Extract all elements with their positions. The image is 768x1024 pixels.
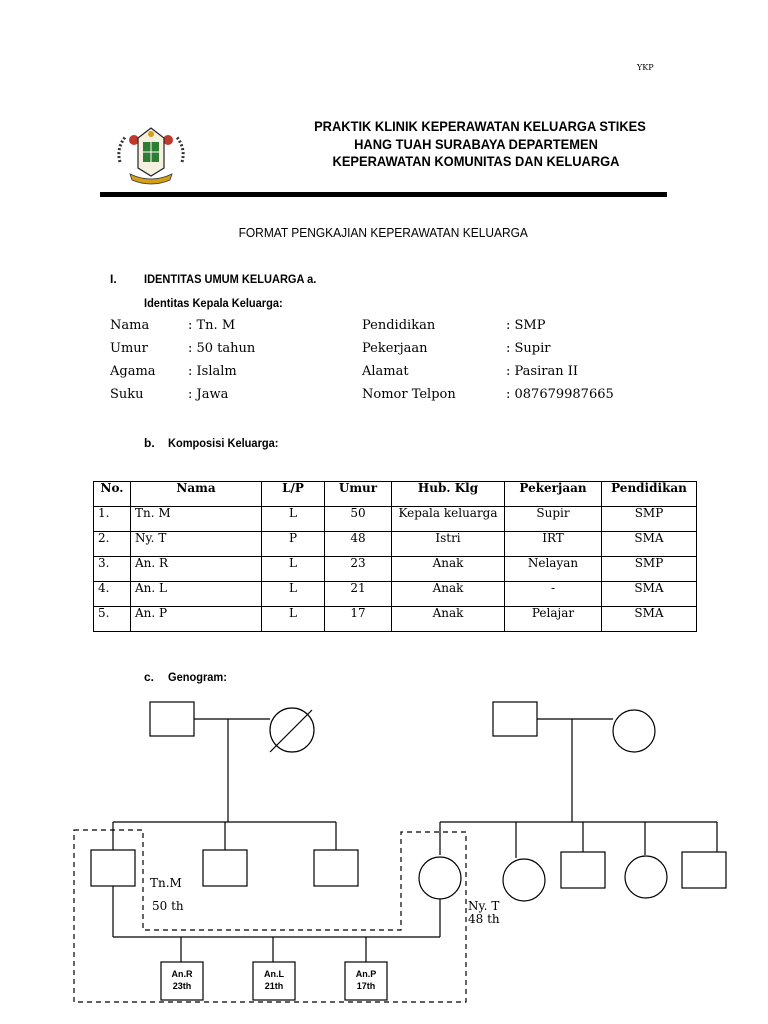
table-cell: Supir xyxy=(505,507,602,532)
table-cell: 48 xyxy=(325,532,392,557)
identity-value: : Pasiran II xyxy=(506,364,578,379)
table-cell: 17 xyxy=(325,607,392,632)
table-cell: SMA xyxy=(602,607,697,632)
wife-age-label: 48 th xyxy=(468,912,500,926)
section-number: I. xyxy=(110,272,117,286)
child-name: An.R xyxy=(171,969,193,979)
table-cell: L xyxy=(262,507,325,532)
table-cell: Anak xyxy=(392,607,505,632)
column-header: Nama xyxy=(131,482,262,507)
maternal-sibling-circle xyxy=(503,859,545,901)
header-line: HANG TUAH SURABAYA DEPARTEMEN xyxy=(354,136,598,152)
section-title: IDENTITAS UMUM KELUARGA a. xyxy=(144,272,317,286)
identity-row xyxy=(110,337,614,360)
identity-label: Nomor Telpon xyxy=(362,387,456,402)
child-label xyxy=(253,968,295,992)
table-cell: Anak xyxy=(392,557,505,582)
column-header: Hub. Klg xyxy=(392,482,505,507)
maternal-grandfather-square xyxy=(493,702,537,736)
table-cell: P xyxy=(262,532,325,557)
identity-table xyxy=(110,314,614,406)
table-cell: 1. xyxy=(94,507,131,532)
table-cell: - xyxy=(505,582,602,607)
table-row xyxy=(94,532,697,557)
identity-row xyxy=(110,314,614,337)
table-cell: An. P xyxy=(131,607,262,632)
table-cell: Ny. T xyxy=(131,532,262,557)
child-name: An.P xyxy=(355,969,377,979)
child-label xyxy=(161,968,203,992)
table-row xyxy=(94,607,697,632)
table-cell: IRT xyxy=(505,532,602,557)
subsection-number: b. xyxy=(144,436,155,450)
maternal-sibling-circle xyxy=(625,856,667,898)
table-header-row xyxy=(94,482,697,507)
identity-label: Agama xyxy=(110,364,156,379)
child-age: 23th xyxy=(172,981,192,991)
wife-circle xyxy=(419,857,461,899)
subsection-number: c. xyxy=(144,670,155,684)
identity-label: Alamat xyxy=(362,364,409,379)
table-cell: An. R xyxy=(131,557,262,582)
husband-square xyxy=(91,850,135,886)
identity-value: : Islalm xyxy=(188,364,237,379)
column-header: Pendidikan xyxy=(602,482,697,507)
table-cell: 2. xyxy=(94,532,131,557)
table-row xyxy=(94,582,697,607)
table-cell: 4. xyxy=(94,582,131,607)
header-divider xyxy=(100,192,667,197)
institution-logo xyxy=(114,124,188,186)
child-age: 17th xyxy=(356,981,376,991)
identity-value: : SMP xyxy=(506,318,546,333)
identity-row xyxy=(110,383,614,406)
table-cell: L xyxy=(262,582,325,607)
table-cell: 21 xyxy=(325,582,392,607)
column-header: L/P xyxy=(262,482,325,507)
table-cell: 5. xyxy=(94,607,131,632)
header-line: PRAKTIK KLINIK KEPERAWATAN KELUARGA STIKES xyxy=(314,118,646,134)
table-cell: Tn. M xyxy=(131,507,262,532)
header-line: KEPERAWATAN KOMUNITAS DAN KELUARGA xyxy=(332,153,620,169)
paternal-sibling-square xyxy=(203,850,247,886)
husband-name-label: Tn.M xyxy=(150,876,182,890)
child-age: 21th xyxy=(264,981,284,991)
table-cell: Kepala keluarga xyxy=(392,507,505,532)
column-header: Pekerjaan xyxy=(505,482,602,507)
table-cell: An. L xyxy=(131,582,262,607)
paternal-sibling-square xyxy=(314,850,358,886)
table-cell: Anak xyxy=(392,582,505,607)
table-cell: L xyxy=(262,557,325,582)
table-cell: 50 xyxy=(325,507,392,532)
maternal-sibling-square xyxy=(682,852,726,888)
column-header: Umur xyxy=(325,482,392,507)
identity-label: Suku xyxy=(110,387,144,402)
identity-value: : Supir xyxy=(506,341,551,356)
family-composition-table xyxy=(93,481,697,632)
table-cell: SMA xyxy=(602,582,697,607)
child-label xyxy=(345,968,387,992)
document-title: FORMAT PENGKAJIAN KEPERAWATAN KELUARGA xyxy=(238,225,529,240)
table-cell: 3. xyxy=(94,557,131,582)
table-cell: Istri xyxy=(392,532,505,557)
table-cell: L xyxy=(262,607,325,632)
table-row xyxy=(94,557,697,582)
table-cell: Nelayan xyxy=(505,557,602,582)
subsection-title: Identitas Kepala Keluarga: xyxy=(144,296,283,310)
maternal-grandmother-circle xyxy=(613,710,655,752)
table-cell: 23 xyxy=(325,557,392,582)
identity-value: : 50 tahun xyxy=(188,341,256,356)
child-name: An.L xyxy=(264,969,284,979)
identity-label: Umur xyxy=(110,341,148,356)
deceased-mark xyxy=(270,710,312,752)
column-header: No. xyxy=(94,482,131,507)
identity-label: Pendidikan xyxy=(362,318,436,333)
institution-header xyxy=(300,118,652,170)
husband-age-label: 50 th xyxy=(152,899,184,913)
wife-name-label: Ny. T xyxy=(468,899,500,913)
subsection-title: Komposisi Keluarga: xyxy=(168,436,279,450)
identity-label: Pekerjaan xyxy=(362,341,428,356)
paternal-grandfather-square xyxy=(150,702,194,736)
document-code: YKP xyxy=(637,63,654,72)
table-cell: Pelajar xyxy=(505,607,602,632)
subsection-title: Genogram: xyxy=(168,670,227,684)
table-row xyxy=(94,507,697,532)
identity-value: : 087679987665 xyxy=(506,387,614,402)
maternal-sibling-square xyxy=(561,852,605,888)
table-cell: SMP xyxy=(602,557,697,582)
identity-value: : Jawa xyxy=(188,387,229,402)
identity-value: : Tn. M xyxy=(188,318,236,333)
table-cell: SMA xyxy=(602,532,697,557)
table-cell: SMP xyxy=(602,507,697,532)
identity-label: Nama xyxy=(110,318,150,333)
identity-row xyxy=(110,360,614,383)
